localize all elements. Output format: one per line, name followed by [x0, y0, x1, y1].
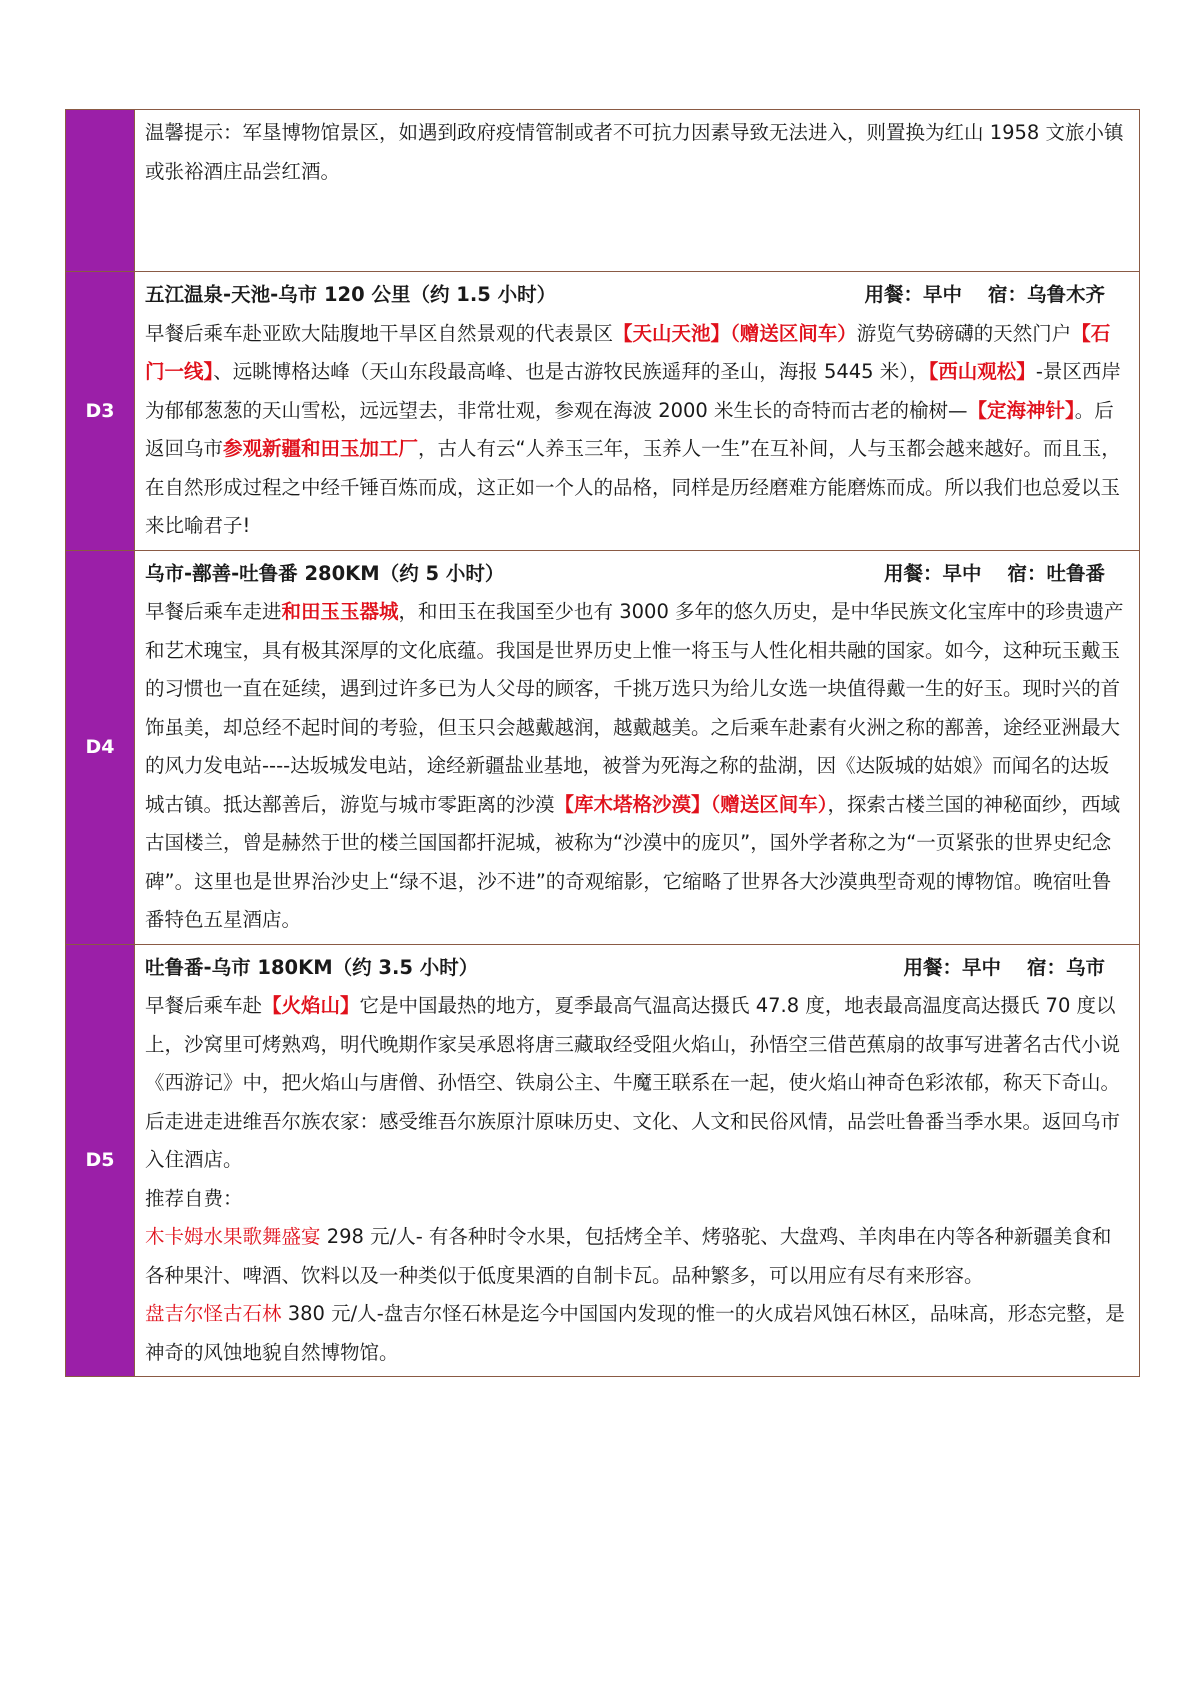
day-label-d4: D4	[66, 550, 135, 944]
meal-stay-d5	[903, 949, 1127, 988]
day-header-d5	[145, 949, 1127, 988]
meal-stay-d4	[884, 555, 1127, 594]
text-run: 它是中国最热的地方，夏季最高气温高达摄氏 47.8 度，地表最高温度高达摄氏 70 度以上，沙窝里可烤熟鸡，明代晚期作家吴承恩将唐三藏取经受阻火焰山，孙悟空三借芭蕉扇的故事写进著名古代小说《西游记》中，把火焰山与唐僧、孙悟空、铁扇公主、牛魔王联系在一起，使火焰山神奇色彩浓郁，称天下奇山。	[145, 994, 1121, 1094]
optional-item-1	[145, 1218, 1127, 1295]
optional-item-2-desc: 380 元/人-盘吉尔怪石林是迄今中国国内发现的惟一的火成岩风蚀石林区，品味高，形态完整，是神奇的风蚀地貌自然博物馆。	[145, 1302, 1125, 1364]
stay-label-d3: 宿：乌鲁木齐	[987, 283, 1105, 306]
description-d3	[145, 315, 1127, 546]
uyghur-farmhouse-paragraph: 后走进走进维吾尔族农家：感受维吾尔族原汁原味历史、文化、人文和民俗风情，品尝吐鲁番当季水果。返回乌市入住酒店。	[145, 1109, 1121, 1171]
itinerary-row-tip	[66, 110, 1140, 272]
itinerary-row-d4	[66, 550, 1140, 944]
day-content-d4	[135, 550, 1140, 944]
optional-heading: 推荐自费：	[145, 1186, 243, 1210]
itinerary-table	[65, 109, 1140, 1377]
meal-label-d4: 用餐：早中	[883, 561, 982, 585]
tip-text: 温馨提示：军垦博物馆景区，如遇到政府疫情管制或者不可抗力因素导致无法进入，则置换为红山 1958 文旅小镇或张裕酒庄品尝红酒。	[145, 121, 1124, 183]
stay-label-d4: 宿：吐鲁番	[1007, 561, 1105, 585]
text-run: 。后返回乌市	[145, 398, 1114, 460]
day-label-cell	[66, 110, 135, 272]
description-d4	[145, 593, 1127, 940]
route-title-d4: 乌市-鄯善-吐鲁番 280KM（约 5 小时）	[145, 561, 505, 585]
text-run: ，和田玉在我国至少也有 3000 多年的悠久历史，是中华民族文化宝库中的珍贵遗产和艺术瑰宝，具有极其深厚的文化底蕴。我国是世界历史上惟一将玉与人性化相共融的国家。如今，这种玩玉戴玉的习惯也一直在延续，遇到过许多已为人父母的顾客，千挑万选只为给儿女选一块值得戴一生的好玉。现时兴的首饰虽美，却总经不起时间的考验，但玉只会越戴越润，越戴越美。之后乘车赴素有火洲之称的鄯善，途经亚洲最大的风力发电站----达坂城发电站，途经新疆盐业基地，被誉为死海之称的盐湖，因《达阪城的姑娘》而闻名的达坂城古镇。抵达鄯善后，游览与城市零距离的沙漠	[145, 600, 1124, 816]
day-header-d4	[145, 555, 1127, 594]
day-label-d5: D5	[66, 944, 135, 1377]
day-label-d3: D3	[66, 272, 135, 551]
highlight-jade-city: 和田玉玉器城	[281, 600, 399, 623]
highlight-shimen: 【石门一线】	[145, 321, 1111, 383]
text-run: 早餐后乘车赴	[145, 994, 263, 1017]
day-content-d3	[135, 272, 1140, 551]
text-run: 、远眺博格达峰（天山东段最高峰、也是古游牧民族遥拜的圣山，海报 5445 米），	[213, 360, 929, 383]
route-title-d5: 吐鲁番-乌市 180KM（约 3.5 小时）	[145, 955, 479, 979]
day-content-d5	[135, 944, 1140, 1377]
highlight-kumtag-desert: 【库木塔格沙漠】（赠送区间车）	[554, 792, 828, 816]
meal-label-d5: 用餐：早中	[903, 955, 1001, 979]
text-run: 早餐后乘车赴亚欧大陆腹地干旱区自然景观的代表景区	[145, 321, 614, 345]
itinerary-row-d5	[66, 944, 1140, 1377]
text-run: 早餐后乘车走进	[145, 600, 282, 623]
highlight-dinghai: 【定海神针】	[967, 398, 1075, 422]
text-run: 游览气势磅礴的天然门户	[856, 321, 1072, 345]
highlight-flaming-mountain: 【火焰山】	[262, 994, 360, 1017]
highlight-jade-factory: 参观新疆和田玉加工厂	[223, 437, 419, 460]
meal-label-d3: 用餐：早中	[864, 283, 962, 306]
optional-item-2-name: 盘吉尔怪古石林	[145, 1302, 282, 1325]
itinerary-row-d3	[66, 272, 1140, 551]
optional-item-1-name: 木卡姆水果歌舞盛宴	[145, 1225, 321, 1248]
highlight-xishan: 【西山观松】	[928, 360, 1036, 383]
highlight-tianchi: 【天山天池】（赠送区间车）	[613, 321, 857, 345]
route-title-d3: 五江温泉-天池-乌市 120 公里（约 1.5 小时）	[145, 283, 557, 306]
meal-stay-d3	[864, 276, 1127, 315]
text-run: ，古人有云“人养玉三年，玉养人一生”在互补间，人与玉都会越来越好。而且玉，在自然形成过程之中经千锤百炼而成，这正如一个人的品格，同样是历经磨难方能磨炼而成。所以我们也总爱以玉来比喻君子!	[145, 437, 1121, 537]
optional-item-2	[145, 1295, 1127, 1372]
text-run: -景区西岸为郁郁葱葱的天山雪松，远远望去，非常壮观，参观在海波 2000 米生长的奇特而古老的榆树—	[145, 360, 1121, 422]
optional-item-1-desc: 298 元/人- 有各种时令水果，包括烤全羊、烤骆驼、大盘鸡、羊肉串在内等各种新疆美食和各种果汁、啤酒、饮料以及一种类似于低度果酒的自制卡瓦。品种繁多，可以用应有尽有来形容。	[145, 1225, 1112, 1287]
description-d5	[145, 987, 1127, 1103]
stay-label-d5: 宿：乌市	[1026, 955, 1105, 979]
tip-cell	[135, 110, 1140, 272]
text-run: ，探索古楼兰国的神秘面纱，西域古国楼兰，曾是赫然于世的楼兰国国都扞泥城，被称为“沙漠中的庞贝”，国外学者称之为“一页紧张的世界史纪念碑”。这里也是世界治沙史上“绿不退，沙不进”的奇观缩影，它缩略了世界各大沙漠典型奇观的博物馆。晚宿吐鲁番特色五星酒店。	[145, 792, 1121, 931]
day-header-d3	[145, 276, 1127, 315]
